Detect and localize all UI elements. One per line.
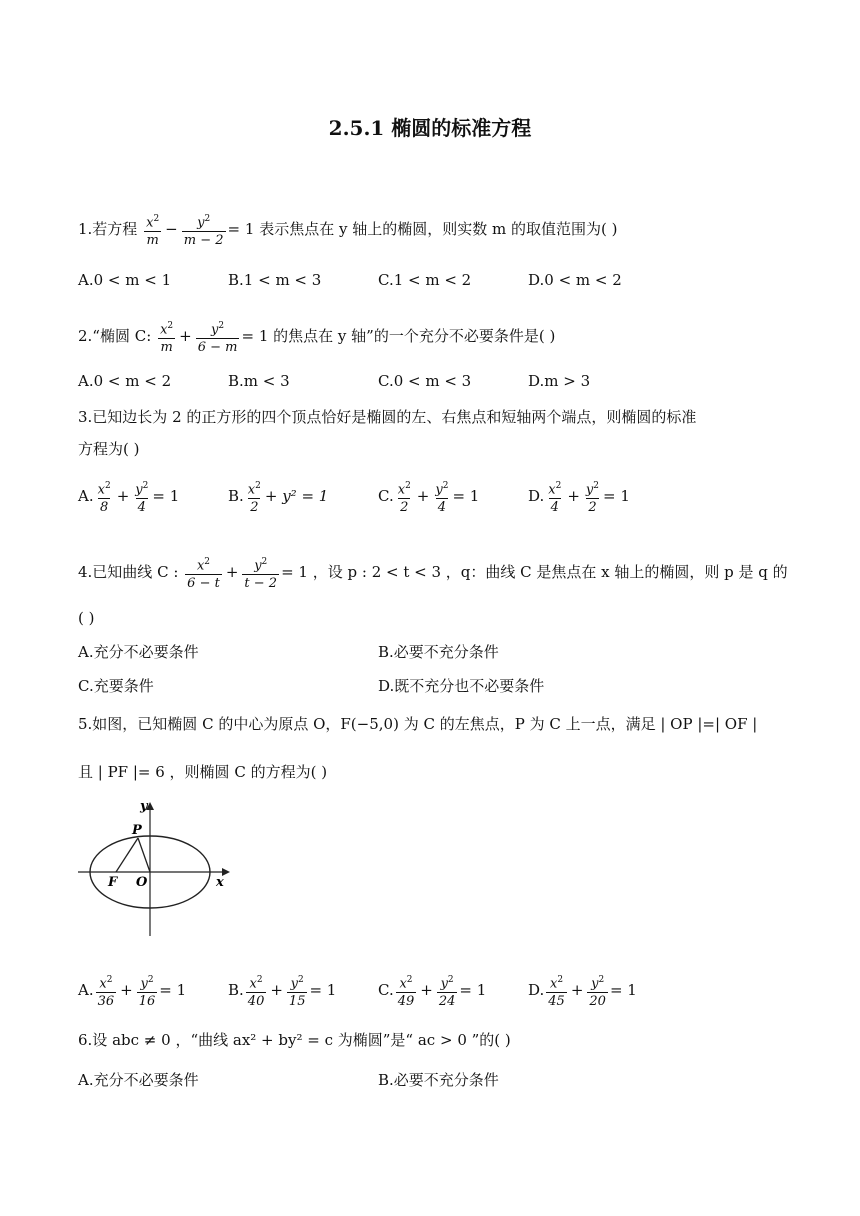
- q3-option-c[interactable]: C. $\frac{x^2}{2}$ + $\frac{y^2}{4}$ = 1: [378, 481, 480, 516]
- q1-option-d[interactable]: D.0 < m < 2: [528, 271, 622, 289]
- q2-option-d[interactable]: D.m > 3: [528, 372, 591, 390]
- q1-frac-1: $\frac{x^2}{m}$: [146, 214, 160, 249]
- segment-fp: [116, 838, 138, 872]
- q1-prefix: 1.若方程: [78, 220, 138, 239]
- q5-option-d[interactable]: D. $\frac{x^2}{45}$ + $\frac{y^2}{20}$ = 1: [528, 975, 637, 1010]
- q5-option-a[interactable]: A. $\frac{x^2}{36}$ + $\frac{y^2}{16}$ = 1: [78, 975, 187, 1010]
- q1-option-c[interactable]: C.1 < m < 2: [378, 271, 472, 289]
- question-3-line-2: 方程为( ): [78, 440, 140, 458]
- label-x: x: [216, 875, 224, 890]
- q2-frac-2: $\frac{y^2}{6 - m}$: [197, 321, 238, 356]
- label-f: F: [108, 875, 118, 890]
- q4-frac-2: $\frac{y^2}{t - 2}$: [244, 557, 278, 592]
- q2-option-a[interactable]: A.0 < m < 2: [78, 372, 172, 390]
- segment-op: [138, 838, 150, 872]
- q2-prefix: 2.“椭圆 C:: [78, 327, 152, 346]
- question-5-line-2: 且 | PF |= 6 ，则椭圆 C 的方程为( ): [78, 763, 328, 781]
- q4-suffix: ，设 p : 2 < t < 3 ，q：曲线 C 是焦点在 x 轴上的椭圆，则 p 是 q 的: [312, 563, 788, 582]
- q5-option-c[interactable]: C. $\frac{x^2}{49}$ + $\frac{y^2}{24}$ = 1: [378, 975, 487, 1010]
- q2-option-b[interactable]: B.m < 3: [228, 372, 290, 390]
- q4-option-d[interactable]: D.既不充分也不必要条件: [378, 677, 545, 695]
- q5-option-b[interactable]: B. $\frac{x^2}{40}$ + $\frac{y^2}{15}$ = 1: [228, 975, 337, 1010]
- question-1: 1.若方程 $\frac{x^2}{m}$ − $\frac{y^2}{m - 2}$ = 1 表示焦点在 y 轴上的椭圆，则实数 m 的取值范围为( ): [78, 214, 618, 249]
- q4-option-a[interactable]: A.充分不必要条件: [78, 643, 199, 661]
- question-6: 6.设 abc ≠ 0 ，“曲线 ax² + by² = c 为椭圆”是“ ac > 0 ”的( ): [78, 1031, 511, 1049]
- label-y: y: [140, 799, 148, 814]
- q4-option-c[interactable]: C.充要条件: [78, 677, 154, 695]
- q3-option-d[interactable]: D. $\frac{x^2}{4}$ + $\frac{y^2}{2}$ = 1: [528, 481, 630, 516]
- q1-option-b[interactable]: B.1 < m < 3: [228, 271, 322, 289]
- q4-frac-1: $\frac{x^2}{6 - t}$: [187, 557, 220, 592]
- q4-prefix: 4.已知曲线 C :: [78, 563, 179, 582]
- question-5-line-1: 5.如图，已知椭圆 C 的中心为原点 O，F(−5,0) 为 C 的左焦点，P 为 C 上一点，满足 | OP |=| OF |: [78, 715, 758, 733]
- q1-option-a[interactable]: A.0 < m < 1: [78, 271, 172, 289]
- page-title: 2.5.1 椭圆的标准方程: [328, 116, 532, 140]
- q4-option-b[interactable]: B.必要不充分条件: [378, 643, 499, 661]
- question-3-line-1: 3.已知边长为 2 的正方形的四个顶点恰好是椭圆的左、右焦点和短轴两个端点，则椭圆的标准: [78, 408, 697, 426]
- q2-suffix: 的焦点在 y 轴”的一个充分不必要条件是( ): [273, 327, 556, 346]
- q6-option-a[interactable]: A.充分不必要条件: [78, 1071, 199, 1089]
- label-o: O: [136, 875, 148, 890]
- q2-frac-1: $\frac{x^2}{m}$: [160, 321, 174, 356]
- q2-option-c[interactable]: C.0 < m < 3: [378, 372, 472, 390]
- q3-option-b[interactable]: B. $\frac{x^2}{2}$ + y² = 1: [228, 481, 329, 516]
- question-4: 4.已知曲线 C : $\frac{x^2}{6 - t}$ + $\frac{y^2}{t - 2}$ = 1 ，设 p : 2 < t < 3 ，q：曲线 C 是焦点在 x 轴上的椭圆，则 p 是 q 的: [78, 557, 788, 592]
- ellipse-figure: [76, 798, 236, 940]
- question-2: 2.“椭圆 C: $\frac{x^2}{m}$ + $\frac{y^2}{6 - m}$ = 1 的焦点在 y 轴”的一个充分不必要条件是( ): [78, 321, 556, 356]
- q1-frac-2: $\frac{y^2}{m - 2}$: [183, 214, 224, 249]
- label-p: P: [132, 823, 142, 838]
- q3-option-a[interactable]: A. $\frac{x^2}{8}$ + $\frac{y^2}{4}$ = 1: [78, 481, 180, 516]
- question-4-line-2: ( ): [78, 609, 95, 627]
- q6-option-b[interactable]: B.必要不充分条件: [378, 1071, 499, 1089]
- q1-suffix: 表示焦点在 y 轴上的椭圆，则实数 m 的取值范围为( ): [259, 220, 618, 239]
